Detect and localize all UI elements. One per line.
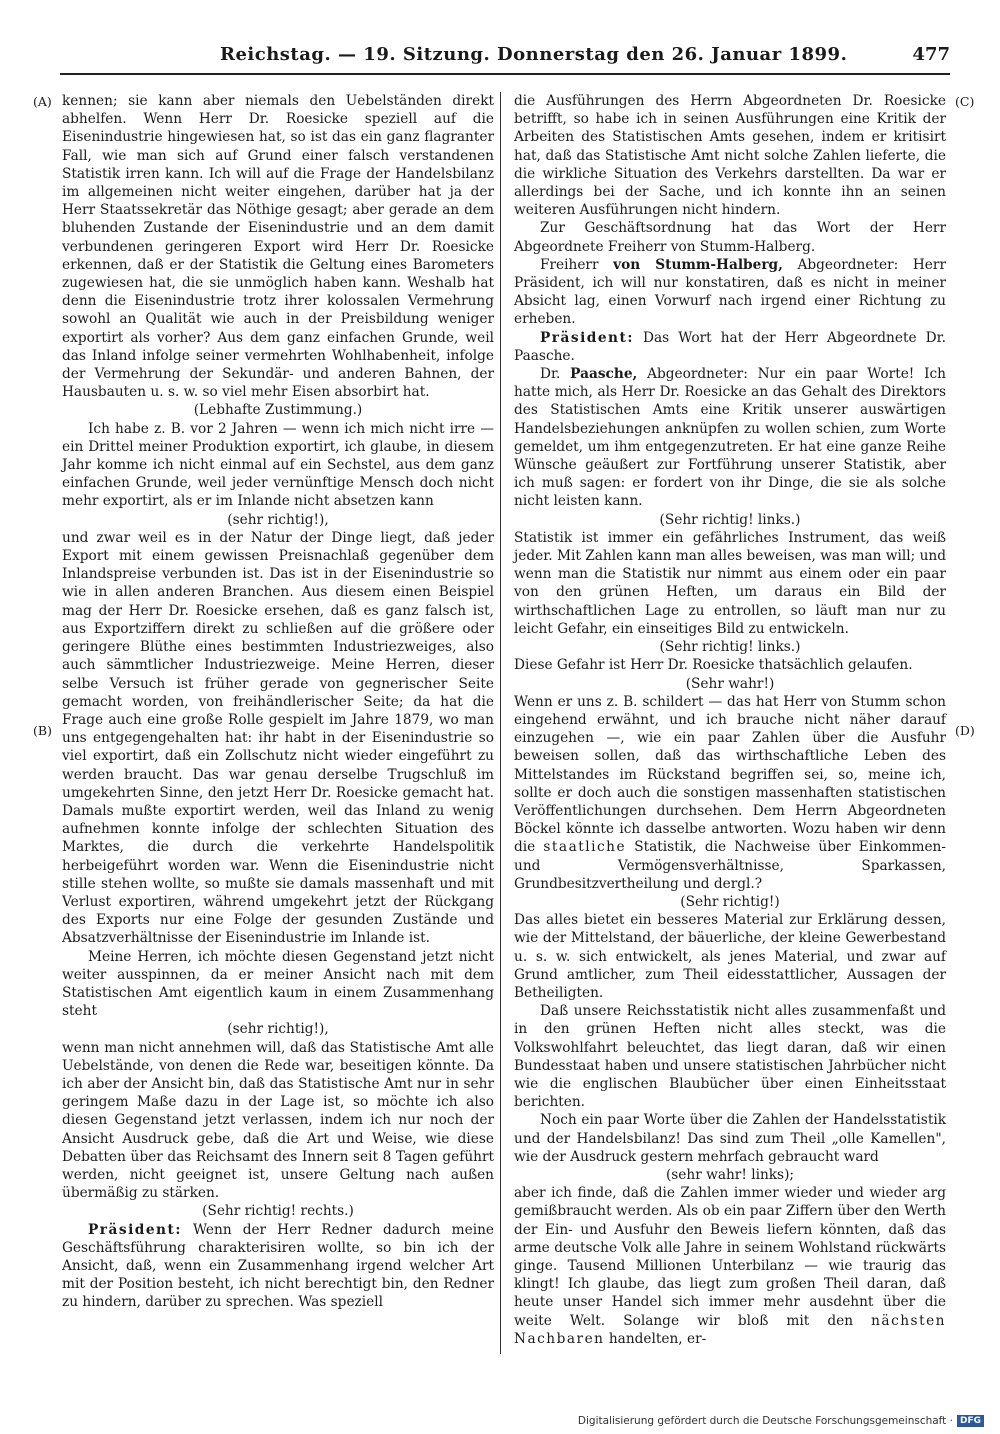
paragraph: Statistik ist immer ein gefährliches Instrument, das weiß jeder. Mit Zahlen kann man alles beweisen, was man will; und wenn man die Statistik nur nimmt aus einem oder ein paar von den grünen Heften, um daraus ein Bild der wirthschaftlichen Lage zu entrollen, so läuft man nur zu leicht Gefahr, ein einseitiges Bild zu entwickeln. <box>514 529 946 637</box>
speech-text: Statistik, die Nachweise über Einkommen- und Vermögensverhältnisse, Sparkassen, Grundbesitzvertheilung und dergl.? <box>514 839 946 892</box>
speech-text: aber ich finde, daß die Zahlen immer wieder und wieder arg gemißbraucht werden. Als ob ein paar Ziffern über den Werth der Ein- und Ausfuhr den Beweis liefern könnten, daß das arme deutsche Volk alle Jahre in seinem Wohlstand rückwärts ginge. Tausend Millionen Unterbilanz — wie traurig das klingt! Ich glaube, das liegt zum großen Theil daran, daß heute unser Handel sich immer mehr ausdehnt über die weite Welt. Solange wir bloß mit den <box>514 1185 946 1329</box>
page-number: 477 <box>912 44 950 65</box>
speaker-paragraph <box>514 365 946 511</box>
paragraph <box>514 693 946 893</box>
speaker-prefix: Freiherr <box>540 256 614 273</box>
paragraph: kennen; sie kann aber niemals den Uebelständen direkt abhelfen. Wenn Herr Dr. Roesicke speziell auf die Eisenindustrie hingewiesen hat, so ist das ein ganz flagranter Fall, wie man sich auf Grund einer falsch verstandenen Statistik irren kann. Ich will auf die Frage der Handelsbilanz im allgemeinen nicht weiter eingehen, darüber hat ja der Herr Staatssekretär das Nöthige gesagt; aber gerade an dem bluhenden Zustande der Eisenindustrie und an dem damit verbundenen geringeren Export wird Herr Dr. Roesicke erkennen, daß er der Statistik die Geltung eines Barometers zugewiesen hat, die sie unmöglich haben kann. Weshalb hat denn die Eisenindustrie trotz ihrer kolossalen Vermehrung sowohl an Qualität wie auch in der Preisbildung weniger exportirt als vorher? Aus dem ganz einfachen Grunde, weil das Inland infolge seiner vermehrten Wohlhabenheit, infolge der Vermehrung der Sekundär- und anderen Bahnen, der Hausbauten u. s. w. so viel mehr Eisen absorbirt hat. <box>62 93 494 401</box>
speaker-name: Präsident: <box>88 1221 182 1238</box>
column-divider <box>500 92 501 1354</box>
speech-text: Wenn er uns z. B. schildert — das hat Herr von Stumm schon eingehend erwähnt, und ich brauche nicht näher darauf einzugehen —, wie ein paar Zahlen über die Ausfuhr beweisen sollen, daß das wirthschaftliche Leben des Mittelstandes im Rückstand begriffen sei, so, meine ich, sollte er doch auch die sonstigen massenhaften statistischen Veröffentlichungen durchsehen. Dem Herrn Abgeordneten Böckel könnte ich dasselbe antworten. Wozu haben wir denn die <box>514 693 946 856</box>
emphasized-text: staatliche <box>543 839 627 856</box>
speaker-prefix: Dr. <box>540 366 571 383</box>
paragraph: und zwar weil es in der Natur der Dinge liegt, daß jeder Export mit einem gewissen Preisnachlaß gegenüber dem Inlandspreise verbunden ist. Das ist in der Eisenindustrie so wie in allen anderen Branchen. Aus diesem einen Beispiel mag der Herr Dr. Roesicke ersehen, daß es ganz falsch ist, aus Exportziffern direkt zu schließen auf die größere oder geringere Blüthe eines bestimmten Industriezweiges, also auch sämmtlicher Industriezweige. Meine Herren, dieser selbe Versuch ist früher gerade von gegnerischer Seite gemacht worden, von freihändlerischer Seite; da hat die Frage auch eine große Rolle gespielt im Jahre 1879, wo man uns entgegengehalten hat: ihr habt in der Eisenindustrie so viel exportirt, daß ein Zollschutz nicht wieder eingeführt zu werden braucht. Das war genau derselbe Trugschluß im umgekehrten Sinne, den jetzt Herr Dr. Roesicke gemacht hat. Damals mußte exportirt werden, weil das Inland zu wenig aufnehmen konnte infolge der schlechten Situation des Marktes, die durch die verkehrte Handelspolitik herbeigeführt worden war. Wenn die Eisenindustrie nicht stille stehen wollte, so mußte sie damals massenhaft und mit Verlust exportiren, während umgekehrt jetzt der Rückgang des Exports nur eine Folge der gesunden Zustände und Absatzverhältnisse der Eisenindustrie im Inlande ist. <box>62 529 494 947</box>
speaker-paragraph <box>514 329 946 365</box>
reaction: (Sehr richtig! rechts.) <box>202 1203 354 1220</box>
reaction: (Lebhafte Zustimmung.) <box>193 402 363 419</box>
speech-text: handelten, er- <box>604 1330 707 1347</box>
speech-text: Abgeordneter: Nur ein paar Worte! Ich hatte mich, als Herr Dr. Roesicke an das Gehalt des Direktors des Statistischen Amts eine Kritik unserer auswärtigen Handelsbeziehungen anknüpfen zu wollen schien, zum Worte gemeldet, um ihm entgegenzutreten. Er hat eine ganze Reihe Wünsche geäußert zur Fortführung unserer Statistik, aber ich muß sagen: er fordert von ihr Dinge, die sie als solche nicht leisten kann. <box>514 366 946 510</box>
speaker-paragraph <box>62 1221 494 1312</box>
reaction: (Sehr wahr!) <box>685 675 775 692</box>
speaker-name: von Stumm-Halberg, <box>613 256 783 273</box>
dfg-logo: DFG <box>957 1415 984 1427</box>
speech-text: Wenn der Herr Redner dadurch meine Geschäftsführung charakterisiren wollte, so bin ich der Ansicht, daß, wenn ein Zusammenhang irgend welcher Art mit der Position besteht, ich nicht berechtigt bin, den Redner zu hindern, darüber zu sprechen. Was speziell <box>62 1221 494 1311</box>
right-column <box>514 92 946 1348</box>
paragraph: Noch ein paar Worte über die Zahlen der Handelsstatistik und der Handelsbilanz! Das sind zum Theil „olle Kamellen", wie der Ausdruck gestern mehrfach gebraucht ward <box>514 1112 946 1165</box>
emphasized-text: nächsten Nachbaren <box>514 1312 946 1347</box>
digitization-footer <box>578 1412 984 1430</box>
paragraph: Daß unsere Reichsstatistik nicht alles zusammenfaßt und in den grünen Heften nicht alles steckt, was die Volkswohlfahrt beleuchtet, das liegt daran, daß wir einen Bundesstaat haben und unsere statistischen Jahrbücher nicht wie die englischen Blaubücher über einen Einheitsstaat berichten. <box>514 1003 946 1111</box>
paragraph: die Ausführungen des Herrn Abgeordneten Dr. Roesicke betrifft, so habe ich in seinen Ausführungen eine Kritik der Arbeiten des Statistischen Amts gesehen, indem er kritisirt hat, daß das Statistische Amt nicht solche Zahlen lieferte, die die wirkliche Situation des Verkehrs darstellten. Da war er allerdings bei der Sache, und ich konnte ihn an seinen weiteren Ausführungen nicht hindern. <box>514 93 946 219</box>
paragraph <box>514 1184 946 1348</box>
reaction: (sehr wahr! links); <box>665 1166 795 1183</box>
speech-text: Abgeordneter: Herr Präsident, ich will nur konstatiren, daß es nicht in meiner Absicht lag, einen Vorwurf nach irgend einer Richtung zu erheben. <box>514 256 946 328</box>
speaker-name: Paasche, <box>570 366 638 383</box>
paragraph: Meine Herren, ich möchte diesen Gegenstand jetzt nicht weiter ausspinnen, da er meiner Ansicht nach mit dem Statistischen Amt eigentlich kaum in einem Zusammenhang steht <box>62 948 494 1020</box>
reaction: (Sehr richtig! links.) <box>659 639 801 656</box>
margin-marker-a: (A) <box>33 94 52 109</box>
speaker-name: Präsident: <box>540 329 634 346</box>
speaker-paragraph <box>514 256 946 329</box>
margin-marker-d: (D) <box>955 723 975 738</box>
reaction: (Sehr richtig!) <box>680 893 780 910</box>
page-header <box>60 44 950 70</box>
paragraph: wenn man nicht annehmen will, daß das Statistische Amt alle Uebelstände, von denen die Rede war, beseitigen könnte. Da ich aber der Ansicht bin, daß das Statistische Amt nur in sehr geringem Maße dazu in der Lage ist, so möchte ich also diesen Gegenstand jetzt verlassen, indem ich nur noch der Ansicht Ausdruck gebe, daß die Art und Weise, wie diese Debatten über das Reichsamt des Innern seit 8 Tagen geführt werden, nicht geeignet ist, unsere Geltung nach außen übermäßig zu stärken. <box>62 1039 494 1202</box>
header-title: Reichstag. — 19. Sitzung. Donnerstag den 26. Januar 1899. <box>220 44 848 65</box>
margin-marker-c: (C) <box>955 94 975 109</box>
paragraph: Zur Geschäftsordnung hat das Wort der Herr Abgeordnete Freiherr von Stumm-Halberg. <box>514 220 946 255</box>
footer-text: Digitalisierung gefördert durch die Deutsche Forschungsgemeinschaft · <box>577 1415 953 1427</box>
left-column <box>62 92 494 1312</box>
speech-text: Das Wort hat der Herr Abgeordnete Dr. Paasche. <box>514 329 946 364</box>
paragraph: Das alles bietet ein besseres Material zur Erklärung dessen, wie der Mittelstand, der bäuerliche, der kleine Gewerbestand u. s. w. sich entwickelt, als jenes Material, und zwar auf Grund amtlicher, zum Theil eidesstattlicher, Aussagen der Betheiligten. <box>514 912 946 1001</box>
paragraph: Ich habe z. B. vor 2 Jahren — wenn ich mich nicht irre — ein Drittel meiner Produktion exportirt, ich glaube, in diesem Jahr komme ich nicht einmal auf ein Sechstel, aus dem ganz einfachen Grunde, weil jeder vernünftige Mensch doch nicht mehr exportirt, als er im Inlande nicht absetzen kann <box>62 420 494 510</box>
paragraph: Diese Gefahr ist Herr Dr. Roesicke thatsächlich gelaufen. <box>514 657 913 674</box>
reaction: (sehr richtig!), <box>227 511 329 528</box>
margin-marker-b: (B) <box>33 723 52 738</box>
reaction: (Sehr richtig! links.) <box>659 511 801 528</box>
header-rule <box>60 73 950 75</box>
reaction: (sehr richtig!), <box>227 1021 329 1038</box>
